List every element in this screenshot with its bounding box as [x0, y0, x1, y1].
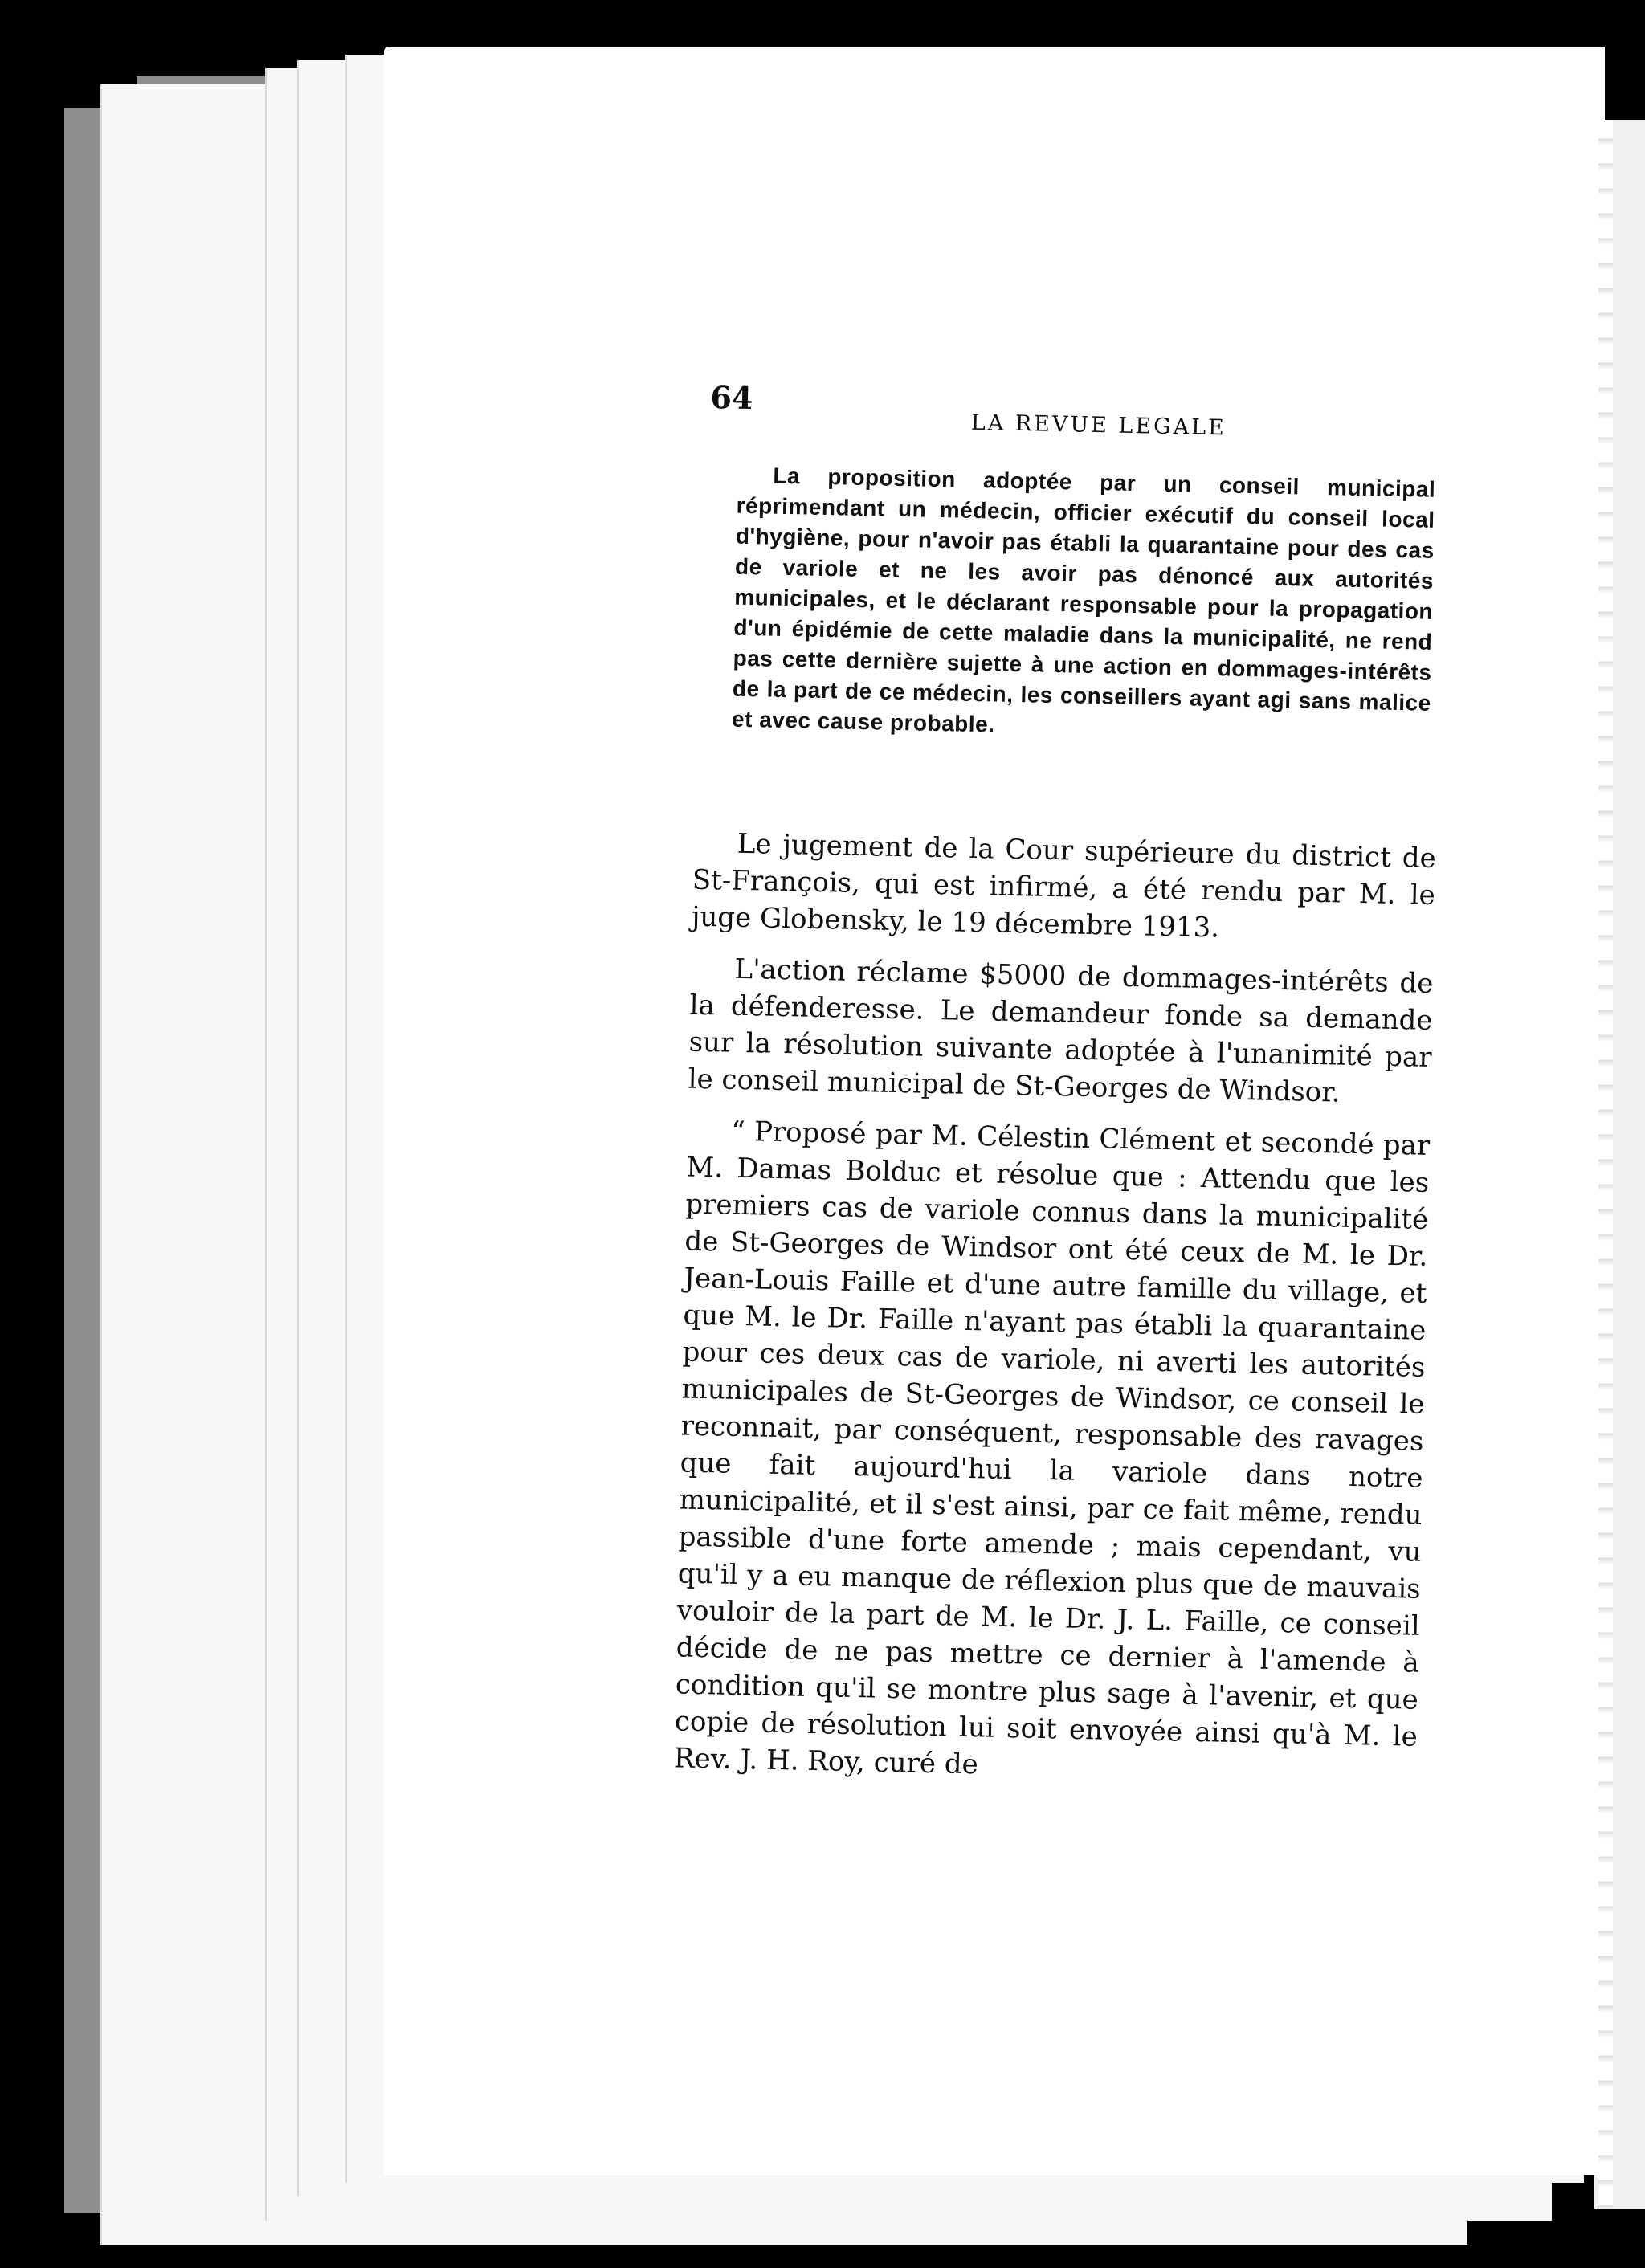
page-number: 64: [710, 378, 753, 417]
case-summary: La proposition adoptée par un conseil municipal réprimendant un médecin, officier exécutif du conseil local d'hygiène, pour n'avoir pas établi la quarantaine pour des cas de variole et ne les avoir pas dénoncé aux autorités municipales, et le déclarant responsable pour la propagation d'un épidémie de cette maladie dans la municipalité, ne rend pas cette dernière sujette à une action en dommages-intérêts de la part de ce médecin, les conseillers ayant agi sans malice et avec cause probable.: [731, 463, 1436, 737]
paragraph-judgment: Le jugement de la Cour supérieure du district de St-François, qui est infirmé, a été rendu par M. le juge Globensky, le 19 décembre 1913.: [691, 827, 1437, 944]
paragraph-resolution: “ Proposé par M. Célestin Clément et secondé par M. Damas Bolduc et résolue que : Attendu que les premiers cas de variole connus dans la municipalité de St-Georges de Windsor ont été ceux de M. le Dr. Jean-Louis Faille et d'une autre famille du village, et que M. le Dr. Faille n'ayant pas établi la quarantaine pour ces deux cas de variole, ni averti les autorités municipales de St-Georges de Windsor, ce conseil le reconnait, par conséquent, responsable des ravages que fait aujourd'hui la variole dans notre municipalité, et il s'est ainsi, par ce fait même, rendu passible d'une forte amende ; mais cependant, vu qu'il y a eu manque de réflexion plus que de mauvais vouloir de la part de M. le Dr. J. L. Faille, ce conseil décide de ne pas mettre ce dernier à l'amende à condition qu'il se montre plus sage à l'avenir, et que copie de résolution lui soit envoyée ainsi qu'à M. le Rev. J. H. Roy, curé de: [673, 1115, 1431, 1781]
paragraph-action: L'action réclame $5000 de dommages-intérêts de la défenderesse. Le demandeur fonde sa demande sur la résolution suivante adoptée à l'unanimité par le conseil municipal de St-Georges de Windsor.: [688, 952, 1434, 1109]
running-head: LA REVUE LEGALE: [970, 410, 1227, 441]
torn-page-edge: [1598, 120, 1613, 2209]
judgment-text: [673, 825, 1436, 1807]
book-edge-side: [64, 108, 104, 2213]
